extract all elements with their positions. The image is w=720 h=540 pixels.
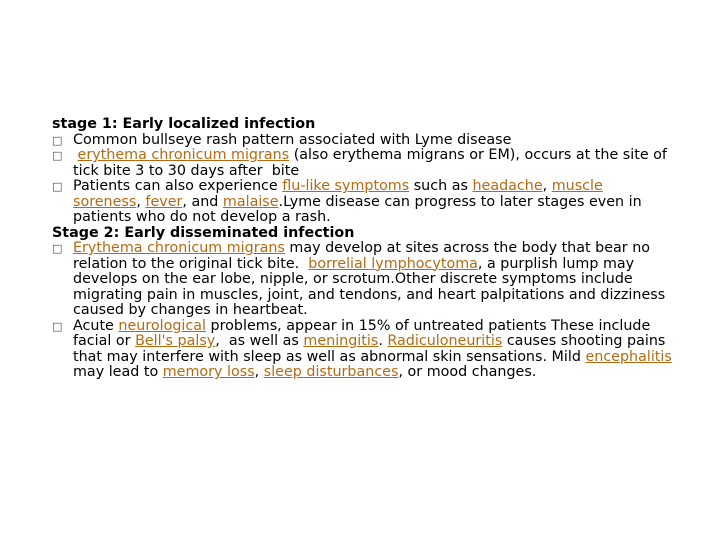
hyperlink[interactable]: sleep disturbances xyxy=(263,364,399,380)
bullet-marker-icon: □ xyxy=(52,149,63,162)
stage1-bullet-list xyxy=(52,133,672,226)
bullet-text: Patients can also experience xyxy=(73,178,283,194)
bullet-text: problems, appear in 15% of untreated patients These include facial or xyxy=(73,317,655,349)
hyperlink[interactable]: headache xyxy=(472,178,543,194)
hyperlink[interactable]: flu-like symptoms xyxy=(282,178,410,194)
hyperlink[interactable]: Erythema chronicum migrans xyxy=(73,240,285,256)
stage1-heading: stage 1: Early localized infection xyxy=(52,116,316,132)
bullet-item xyxy=(52,148,672,179)
bullet-item xyxy=(52,317,677,381)
bullet-text: , xyxy=(254,364,264,380)
hyperlink[interactable]: neurological xyxy=(118,317,206,334)
bullet-text: , xyxy=(542,178,552,194)
bullet-marker-icon: □ xyxy=(52,319,63,333)
bullet-item xyxy=(52,179,672,226)
hyperlink[interactable]: Radiculoneuritis xyxy=(387,333,503,349)
bullet-text: causes shooting pains that may interfere with sleep as well as abnormal skin sensations. Mild xyxy=(73,333,670,365)
bullet-text: Acute xyxy=(73,317,119,334)
bullet-text: such as xyxy=(409,178,473,194)
hyperlink[interactable]: Bell's palsy xyxy=(135,333,216,349)
bullet-text: .Lyme disease can progress to later stages even in patients who do not develop a rash. xyxy=(73,193,647,225)
hyperlink[interactable]: muscle soreness xyxy=(73,178,603,210)
bullet-text: may develop at sites across the body that bear no relation to the original tick bite. xyxy=(73,240,655,272)
hyperlink[interactable]: meningitis xyxy=(303,333,379,349)
bullet-text: , a purplish lump may develops on the ear lobe, nipple, or scrotum.Other discrete symptoms include migrating pain in muscles, joint, and tendons, and heart palpitations and dizziness caused by changes in heartbeat. xyxy=(73,255,670,318)
bullet-marker-icon: □ xyxy=(52,133,63,147)
hyperlink[interactable]: fever xyxy=(145,193,183,210)
bullet-marker-icon: □ xyxy=(52,242,63,255)
slide-content xyxy=(52,116,677,381)
hyperlink[interactable]: erythema chronicum migrans xyxy=(77,147,290,163)
bullet-text: , as well as xyxy=(215,333,304,349)
stage2-heading: Stage 2: Early disseminated infection xyxy=(52,224,355,241)
stage2-bullet-list xyxy=(52,240,677,381)
bullet-text: , and xyxy=(182,193,223,210)
bullet-marker-icon: □ xyxy=(52,180,63,193)
bullet-item xyxy=(52,133,672,149)
bullet-text: , xyxy=(136,193,146,210)
hyperlink[interactable]: encephalitis xyxy=(585,348,672,365)
hyperlink[interactable]: malaise xyxy=(222,193,279,210)
bullet-text: Common bullseye rash pattern associated with Lyme disease xyxy=(73,131,512,148)
hyperlink[interactable]: borrelial lymphocytoma xyxy=(308,255,478,272)
bullet-text: , or mood changes. xyxy=(398,364,537,380)
bullet-text: . xyxy=(378,333,388,349)
bullet-item xyxy=(52,241,672,319)
bullet-text: (also erythema migrans or EM), occurs at the site of tick bite 3 to 30 days after bite xyxy=(73,147,672,179)
bullet-text: may lead to xyxy=(73,348,677,380)
hyperlink[interactable]: memory loss xyxy=(162,364,255,380)
